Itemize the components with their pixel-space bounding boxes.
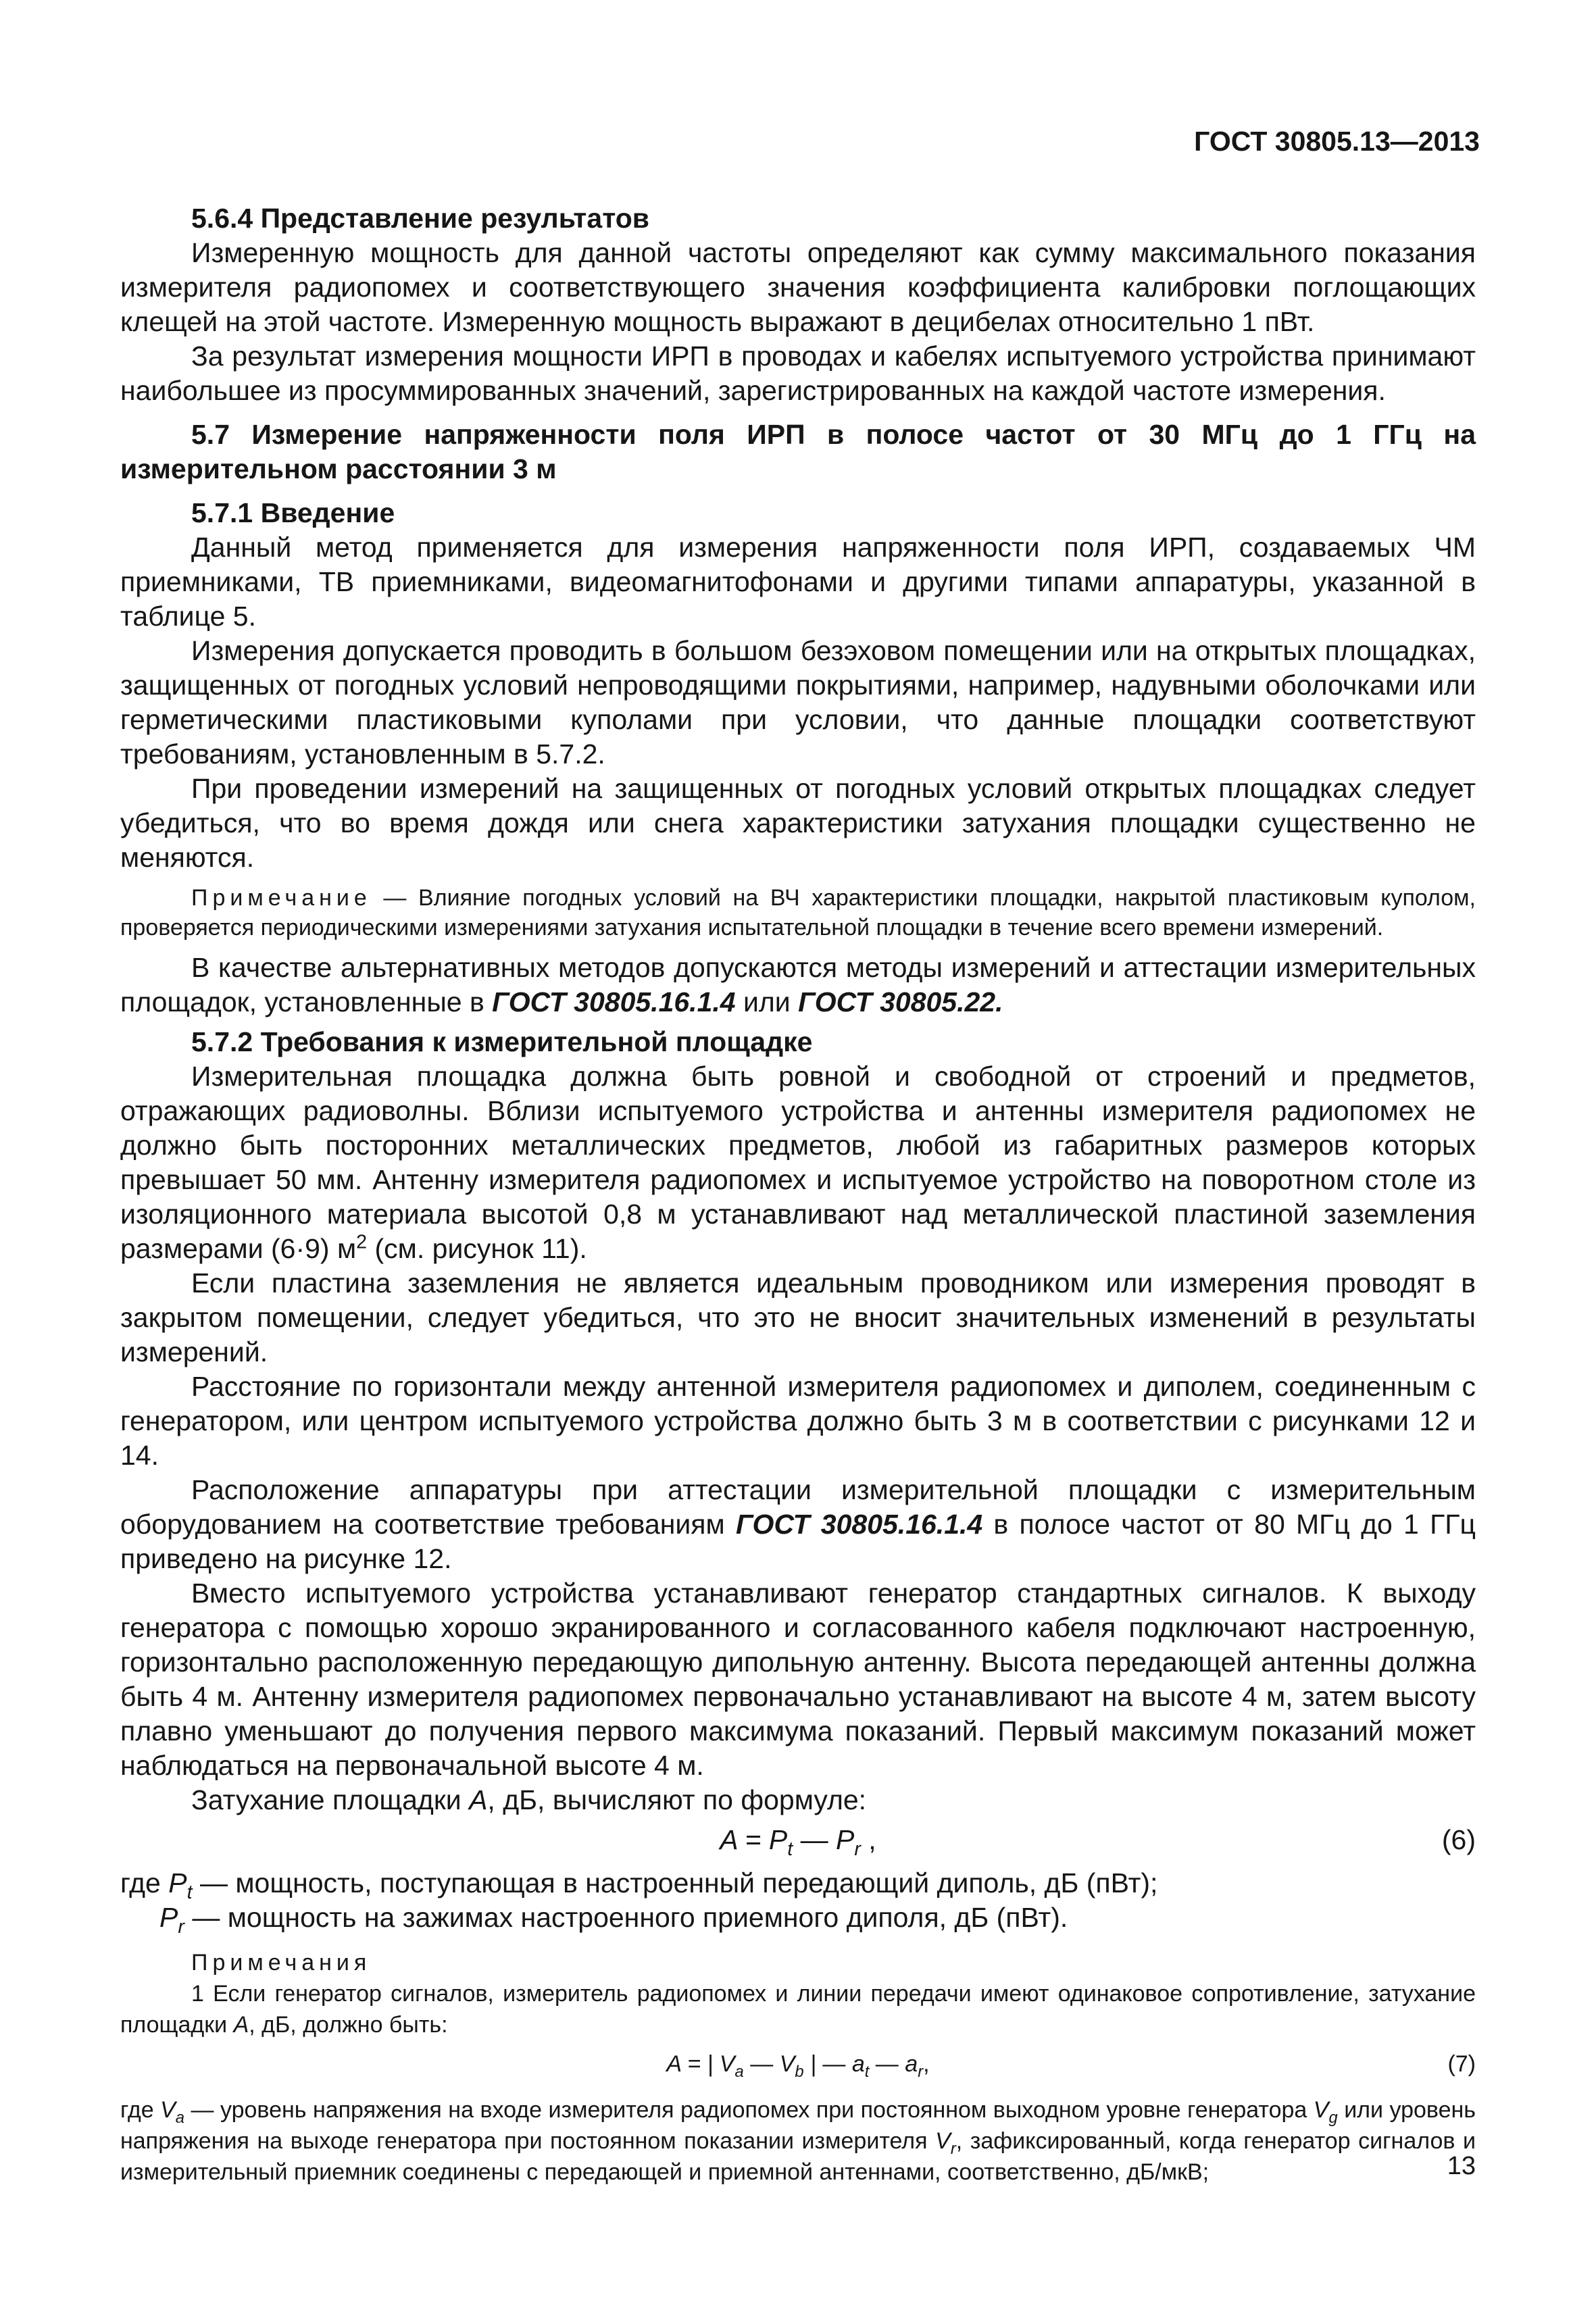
variable: A	[233, 2012, 249, 2038]
text: где	[120, 1867, 169, 1898]
paragraph: При проведении измерений на защищенных от погодных условий открытых площадках следует убедиться, что во время дождя или снега характеристики затухания площадки существенно не меняются.	[120, 773, 1476, 873]
text: где	[120, 2097, 161, 2123]
standard-reference: ГОСТ 30805.16.1.4	[492, 986, 736, 1017]
definition	[120, 1866, 1476, 1904]
text: Расположение аппаратуры при аттестации измерительной площадки с измерительным оборудованием на соответствие требованиям	[120, 1474, 1476, 1540]
text: , зафиксированный, когда генератор сигналов и измерительный приемник соединены с передающей и приемной антеннами, соответственно, дБ/мкВ;	[120, 2128, 1476, 2185]
text: — мощность, поступающая в настроенный передающий диполь, дБ (пВт);	[192, 1867, 1158, 1898]
paragraph: Вместо испытуемого устройства устанавливают генератор стандартных сигналов. К выходу генератора с помощью хорошо экранированного и согласованного кабеля подключают настроенную, горизонтально расположенную передающую дипольную антенну. Высота передающей антенны должна быть 4 м. Антенну измерителя радиопомех первоначально устанавливают на высоте 4 м, затем высоту плавно уменьшают до получения первого максимума показаний. Первый максимум показаний может наблюдаться на первоначальной высоте 4 м.	[120, 1578, 1476, 1781]
superscript: 2	[356, 1231, 368, 1253]
paragraph: Расстояние по горизонтали между антенной измерителя радиопомех и диполем, соединенным с генератором, или центром испытуемого устройства должно быть 3 м в соответствии с рисунками 12 и 14.	[120, 1371, 1476, 1471]
formula-expression: A = | $V_a$ — $V_b$ | — $a_t$ — $a_r$,	[666, 2051, 930, 2081]
note-text: — Влияние погодных условий на ВЧ характеристики площадки, накрытой пластиковым куполом, проверяется периодическими измерениями затухания испытательной площадки в течение всего времени измерений.	[120, 885, 1476, 940]
text: , дБ, вычисляют по формуле:	[487, 1784, 867, 1815]
heading-5-7-1: 5.7.1 Введение	[191, 497, 395, 528]
document-code: ГОСТ 30805.13—2013	[1194, 126, 1480, 157]
paragraph: Измеренную мощность для данной частоты определяют как сумму максимального показания измерителя радиопомех и соответствующего значения коэффициента калибровки поглощающих клещей на этой частоте. Измеренную мощность выражают в децибелах относительно 1 пВт.	[120, 237, 1476, 337]
text: 1 Если генератор сигналов, измеритель радиопомех и линии передачи имеют одинаковое сопротивление, затухание площадки	[120, 1981, 1476, 2038]
formula-expression: $A = P_t$ — $P_r$ ,	[720, 1824, 876, 1861]
text: , дБ, должно быть:	[249, 2012, 448, 2038]
text: Измерительная площадка должна быть ровной и свободной от строений и предметов, отражающих радиоволны. Вблизи испытуемого устройства и антенны измерителя радиопомех не должно быть посторонних металлических предметов, любой из габаритных размеров которых превышает 50 мм. Антенну измерителя радиопомех и испытуемое устройство на поворотном столе из изоляционного материала высотой 0,8 м устанавливают над металлической пластиной заземления размерами (6·9) м	[120, 1061, 1476, 1264]
standard-reference: ГОСТ 30805.16.1.4	[735, 1509, 983, 1540]
heading-5-7-2: 5.7.2 Требования к измерительной площадке	[191, 1026, 813, 1057]
text: — мощность на зажимах настроенного приемного диполя, дБ (пВт).	[184, 1902, 1068, 1933]
symbol: $V_g$	[1313, 2097, 1338, 2127]
text: (см. рисунок 11).	[367, 1233, 587, 1264]
formula-number: (6)	[1441, 1824, 1476, 1855]
text: или	[735, 986, 799, 1017]
definition	[120, 1901, 1476, 1938]
note-1	[120, 1978, 1476, 2040]
page-content	[120, 201, 1476, 2188]
symbol: $P_r$	[159, 1902, 184, 1938]
paragraph	[120, 1473, 1476, 1576]
text: В качестве альтернативных методов допускаются методы измерений и аттестации измерительных площадок, установленные в	[120, 952, 1476, 1017]
text: в полосе частот от 80 МГц до 1 ГГц приведено на рисунке 12.	[120, 1509, 1476, 1574]
notes-label: Примечания	[191, 1950, 372, 1976]
paragraph: Данный метод применяется для измерения напряженности поля ИРП, создаваемых ЧМ приемниками, ТВ приемниками, видеомагнитофонами и другими типами аппаратуры, указанной в таблице 5.	[120, 532, 1476, 632]
paragraph	[120, 1783, 1476, 1817]
paragraph	[120, 951, 1476, 1020]
variable: A	[469, 1784, 488, 1815]
definition	[120, 2094, 1476, 2188]
page-number: 13	[1447, 2152, 1476, 2180]
symbol: $V_r$	[935, 2128, 956, 2158]
paragraph: Измерения допускается проводить в большом безэховом помещении или на открытых площадках, защищенных от погодных условий непроводящими покрытиями, например, надувными оболочками или герметическими пластиковыми куполами при условии, что данные площадки соответствуют требованиям, установленным в 5.7.2.	[120, 635, 1476, 770]
heading-5-6-4: 5.6.4 Представление результатов	[191, 203, 649, 234]
text: или уровень напряжения на выходе генератора при постоянном показании измерителя	[120, 2097, 1476, 2154]
heading-5-7: 5.7 Измерение напряженности поля ИРП в полосе частот от 30 МГц до 1 ГГц на измерительном расстоянии 3 м	[120, 419, 1476, 484]
symbol: $P_t$	[168, 1867, 193, 1904]
text: — уровень напряжения на входе измерителя радиопомех при постоянном выходном уровне генератора	[184, 2097, 1314, 2123]
paragraph	[120, 1059, 1476, 1266]
formula-6	[120, 1823, 1476, 1863]
formula-number: (7)	[1447, 2051, 1476, 2077]
paragraph: Если пластина заземления не является идеальным проводником или измерения проводят в закрытом помещении, следует убедиться, что это не вносит значительных изменений в результаты измерений.	[120, 1267, 1476, 1367]
paragraph: За результат измерения мощности ИРП в проводах и кабелях испытуемого устройства принимают наибольшее из просуммированных значений, зарегистрированных на каждой частоте измерения.	[120, 341, 1476, 406]
standard-reference: ГОСТ 30805.22.	[798, 986, 1003, 1017]
note	[120, 883, 1476, 942]
text: Затухание площадки	[191, 1784, 470, 1815]
symbol: $V_a$	[160, 2097, 185, 2127]
formula-7	[120, 2048, 1476, 2089]
note-label: Примечание	[191, 885, 372, 911]
